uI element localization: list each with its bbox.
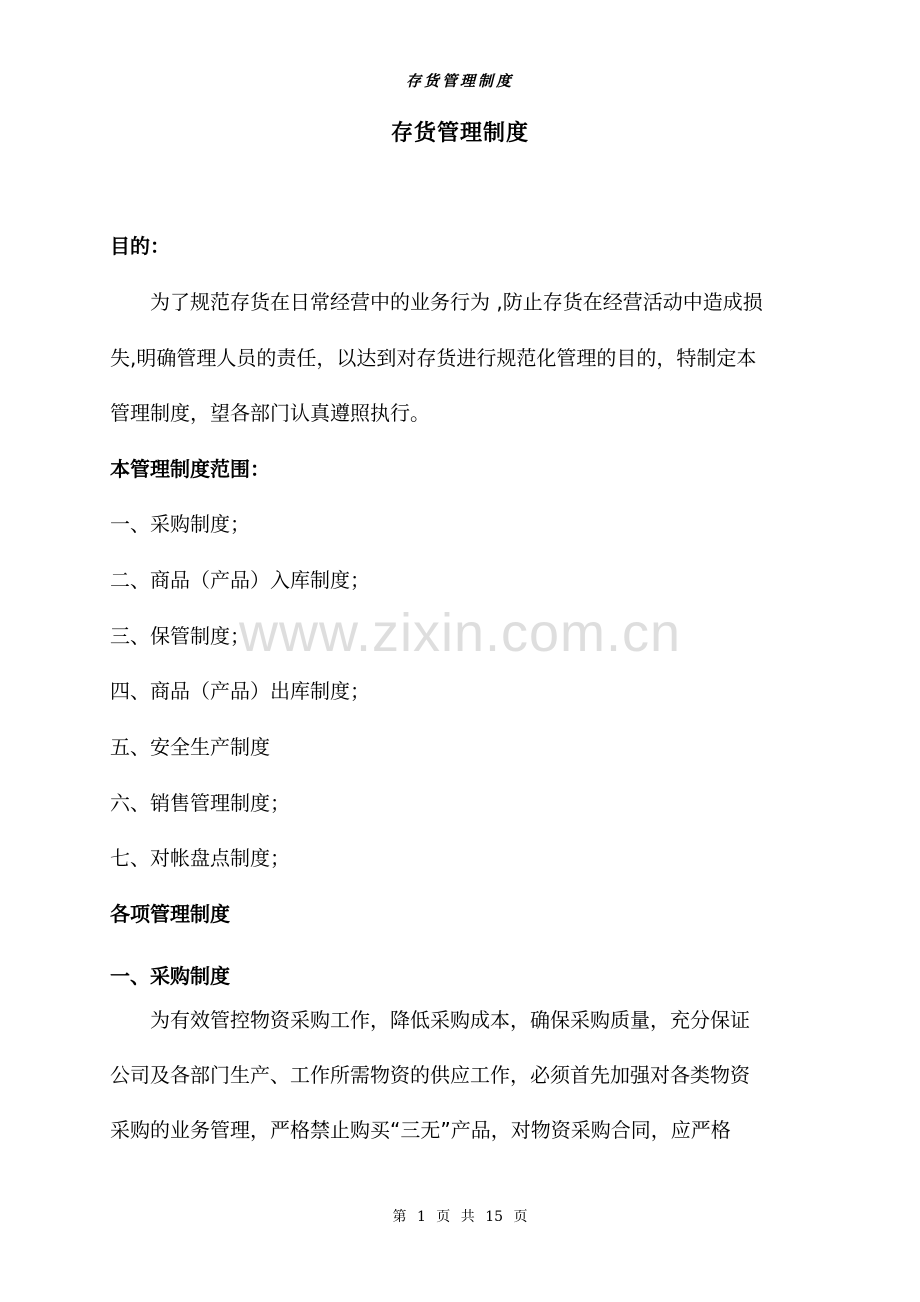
scope-item: 六、销售管理制度； — [110, 791, 290, 815]
scope-item: 五、安全生产制度 — [110, 735, 270, 759]
watermark: www.zixin.com.cn — [238, 603, 682, 663]
purpose-line: 管理制度，望各部门认真遵照执行。 — [110, 401, 430, 425]
purpose-line: 失,明确管理人员的责任，以达到对存货进行规范化管理的目的，特制定本 — [110, 346, 757, 370]
scope-item: 三、保管制度； — [110, 624, 250, 648]
purpose-line: 为了规范存货在日常经营中的业务行为 ,防止存货在经营活动中造成损 — [150, 290, 763, 314]
scope-item: 一、采购制度； — [110, 512, 250, 536]
scope-item: 二、商品（产品）入库制度； — [110, 568, 370, 592]
scope-item: 七、对帐盘点制度； — [110, 846, 290, 870]
scope-item: 四、商品（产品）出库制度； — [110, 679, 370, 703]
section-line: 为有效管控物资采购工作，降低采购成本，确保采购质量，充分保证 — [150, 1008, 750, 1032]
page-footer: 第 1 页 共 15 页 — [392, 1209, 528, 1225]
scope-heading: 本管理制度范围： — [110, 457, 270, 481]
section-line: 采购的业务管理，严格禁止购买“三无”产品，对物资采购合同，应严格 — [110, 1118, 731, 1142]
running-header: 存货管理制度 — [405, 72, 514, 90]
section-heading: 一、采购制度 — [110, 964, 230, 988]
rules-heading: 各项管理制度 — [110, 902, 230, 926]
section-line: 公司及各部门生产、工作所需物资的供应工作，必须首先加强对各类物资 — [110, 1063, 750, 1087]
purpose-heading: 目的： — [110, 234, 170, 258]
document-title: 存货管理制度 — [390, 121, 529, 146]
